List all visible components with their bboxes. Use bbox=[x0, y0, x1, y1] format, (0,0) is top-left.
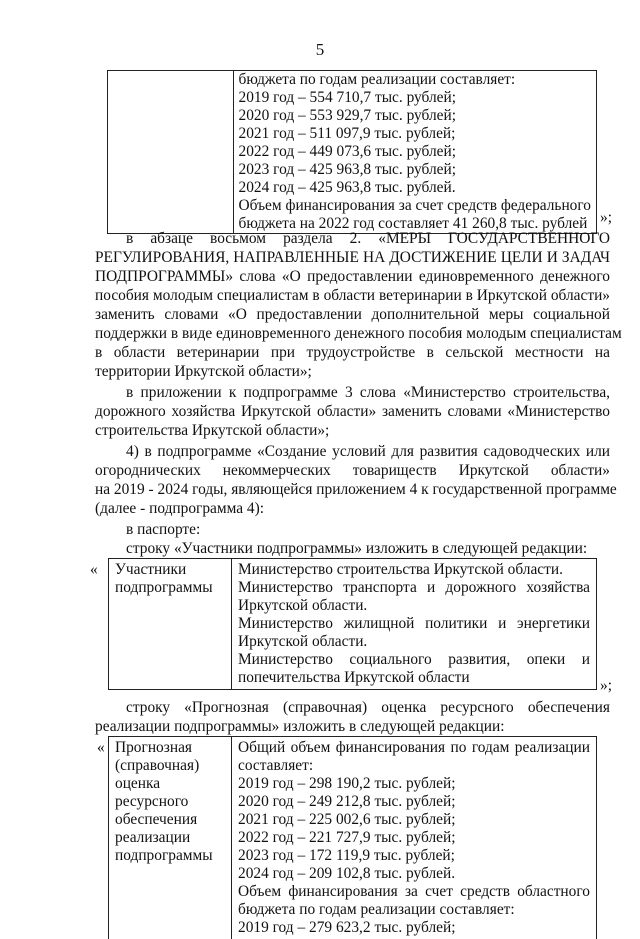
para4-line: реализации подпрограммы» изложить в следующей редакции: bbox=[95, 717, 504, 736]
para1-line: в области ветеринарии при трудоустройстве в сельской местности на bbox=[95, 343, 610, 362]
table2-line: Министерство транспорта и дорожного хозяйства bbox=[238, 579, 590, 597]
para3-line: на 2019 - 2024 годы, являющейся приложением 4 к государственной программе bbox=[95, 480, 610, 499]
table3-line: 2020 год – 249 212,8 тыс. рублей; bbox=[238, 793, 590, 811]
table2-right-cell bbox=[232, 559, 597, 690]
table1-close-quote: »; bbox=[600, 208, 612, 227]
table3-line: 2019 год – 298 190,2 тыс. рублей; bbox=[238, 775, 590, 793]
table2-open-quote: « bbox=[90, 560, 98, 579]
para2-line: дорожного хозяйства Иркутской области» заменить словами «Министерство bbox=[95, 402, 610, 421]
table2-left-line: Участники bbox=[115, 561, 225, 579]
table3-line: 2022 год – 221 727,9 тыс. рублей; bbox=[238, 829, 590, 847]
para1-line: РЕГУЛИРОВАНИЯ, НАПРАВЛЕННЫЕ НА ДОСТИЖЕНИЕ ЦЕЛИ И ЗАДАЧ bbox=[95, 248, 610, 267]
table3-line: 2023 год – 172 119,9 тыс. рублей; bbox=[238, 847, 590, 865]
table1-line: 2021 год – 511 097,9 тыс. рублей; bbox=[239, 125, 591, 143]
table3-left-line: обеспечения bbox=[115, 811, 225, 829]
table1-left-cell bbox=[108, 71, 234, 234]
participants-table bbox=[108, 558, 597, 690]
table3-line: Объем финансирования за счет средств областного bbox=[238, 883, 590, 901]
table1-line: бюджета на 2022 год составляет 41 260,8 тыс. рублей bbox=[239, 215, 591, 233]
para2-line: строительства Иркутской области»; bbox=[95, 421, 329, 440]
para3-line: огороднических некоммерческих товариществ Иркутской области» bbox=[95, 461, 610, 480]
table1-line: 2022 год – 449 073,6 тыс. рублей; bbox=[239, 143, 591, 161]
table3-right-cell bbox=[232, 737, 597, 939]
passport-line: в паспорте: bbox=[126, 520, 200, 539]
table3-line: бюджета по годам реализации составляет: bbox=[238, 901, 590, 919]
table3-left-line: подпрограммы bbox=[115, 847, 225, 865]
table2-line: Министерство социального развития, опеки и bbox=[238, 651, 590, 669]
table2-line: Министерство строительства Иркутской области. bbox=[238, 561, 590, 579]
table3-left-line: (справочная) bbox=[115, 757, 225, 775]
para1-line: заменить словами «О предоставлении дополнительной меры социальной bbox=[95, 305, 610, 324]
table2-close-quote: »; bbox=[600, 676, 612, 695]
table1-line: бюджета по годам реализации составляет: bbox=[239, 71, 591, 89]
table1-right-cell bbox=[233, 71, 596, 234]
table3-line: составляет: bbox=[238, 757, 590, 775]
table3-open-quote: « bbox=[97, 738, 105, 757]
table3-left-line: Прогнозная bbox=[115, 739, 225, 757]
funding-table-continuation bbox=[107, 70, 597, 234]
participants-instruction: строку «Участники подпрограммы» изложить в следующей редакции: bbox=[126, 539, 587, 558]
para3-line: 4) в подпрограмме «Создание условий для развития садоводческих или bbox=[126, 442, 610, 461]
table3-left-line: реализации bbox=[115, 829, 225, 847]
table3-line: 2021 год – 225 002,6 тыс. рублей; bbox=[238, 811, 590, 829]
table2-left-cell bbox=[109, 559, 232, 690]
table2-line: Министерство жилищной политики и энергетики bbox=[238, 615, 590, 633]
table2-line: попечительства Иркутской области bbox=[238, 669, 590, 687]
para1-line: ПОДПРОГРАММЫ» слова «О предоставлении единовременного денежного bbox=[95, 267, 610, 286]
table3-line: 2019 год – 279 623,2 тыс. рублей; bbox=[238, 919, 590, 937]
table1-line: 2024 год – 425 963,8 тыс. рублей. bbox=[239, 179, 591, 197]
table1-line: 2023 год – 425 963,8 тыс. рублей; bbox=[239, 161, 591, 179]
resource-forecast-table bbox=[108, 736, 597, 939]
para3-line: (далее - подпрограмма 4): bbox=[95, 499, 264, 518]
table3-line: Общий объем финансирования по годам реализации bbox=[238, 739, 590, 757]
table3-left-cell bbox=[109, 737, 232, 939]
table2-line: Иркутской области. bbox=[238, 597, 590, 615]
para1-line: в абзаце восьмом раздела 2. «МЕРЫ ГОСУДАРСТВЕННОГО bbox=[126, 229, 610, 248]
table3-line: 2024 год – 209 102,8 тыс. рублей. bbox=[238, 865, 590, 883]
table1-line: 2019 год – 554 710,7 тыс. рублей; bbox=[239, 89, 591, 107]
table3-left-line: ресурсного bbox=[115, 793, 225, 811]
table1-line: Объем финансирования за счет средств федерального bbox=[239, 197, 591, 215]
para4-line: строку «Прогнозная (справочная) оценка ресурсного обеспечения bbox=[126, 698, 610, 717]
page-number: 5 bbox=[0, 40, 640, 60]
para1-line: поддержки в виде единовременного денежного пособия молодым специалистам bbox=[95, 324, 610, 343]
para2-line: в приложении к подпрограмме 3 слова «Министерство строительства, bbox=[126, 383, 610, 402]
table3-left-line: оценка bbox=[115, 775, 225, 793]
table2-line: Иркутской области. bbox=[238, 633, 590, 651]
table1-line: 2020 год – 553 929,7 тыс. рублей; bbox=[239, 107, 591, 125]
para1-line: территории Иркутской области»; bbox=[95, 362, 312, 381]
para1-line: пособия молодым специалистам в области ветеринарии в Иркутской области» bbox=[95, 286, 610, 305]
table2-left-line: подпрограммы bbox=[115, 579, 225, 597]
